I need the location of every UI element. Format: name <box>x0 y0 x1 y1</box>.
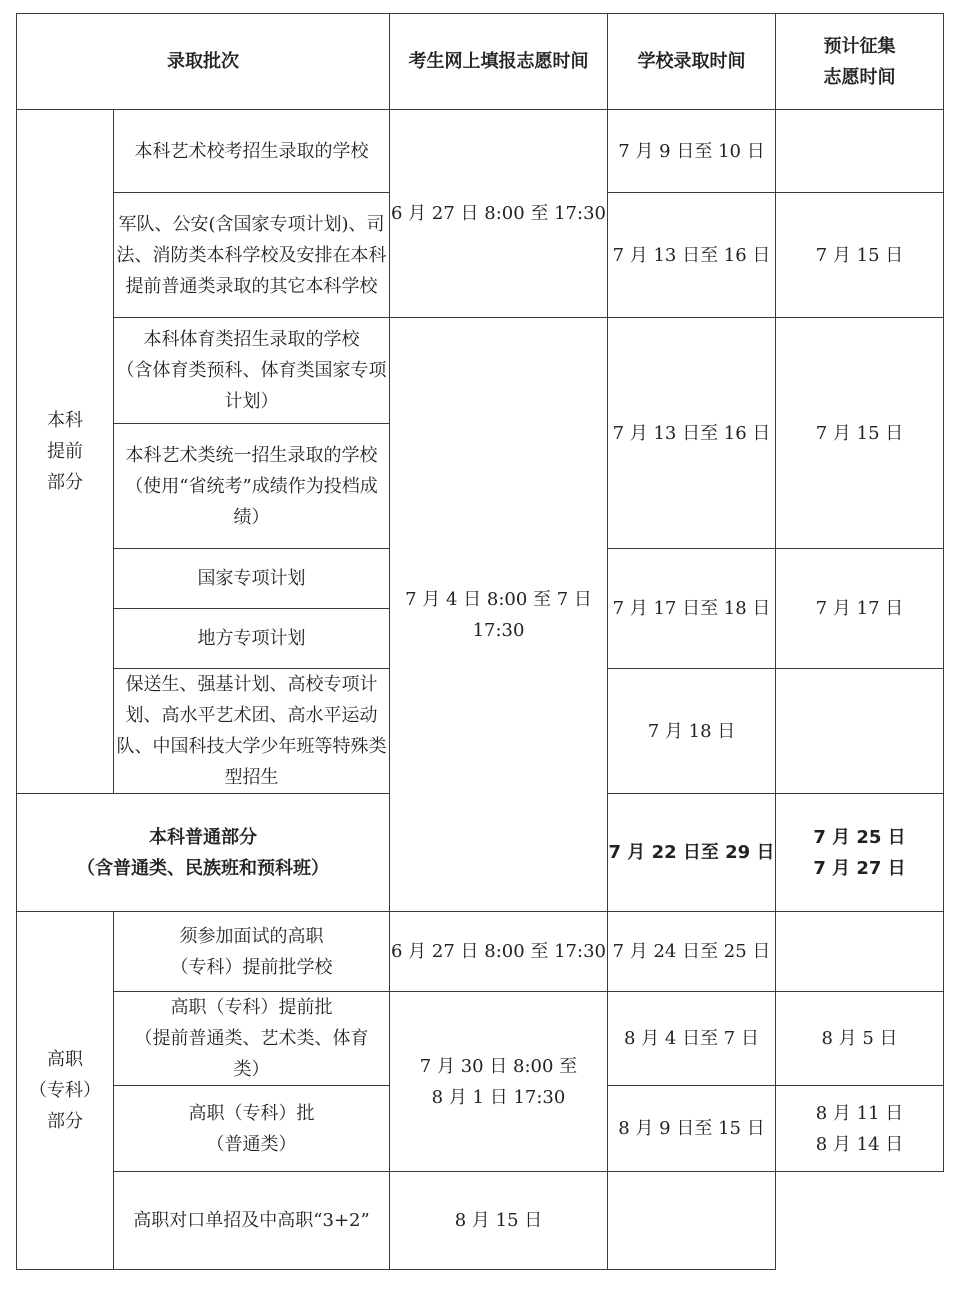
apply-time-cell: 6 月 27 日 8:00 至 17:30 <box>390 110 608 318</box>
collect-time-cell <box>776 110 944 193</box>
batch-name: 保送生、强基计划、高校专项计划、高水平艺术团、高水平运动队、中国科技大学少年班等特殊类型招生 <box>114 669 390 794</box>
admit-time-cell: 7 月 22 日至 29 日 <box>608 794 776 912</box>
batch-name: 本科艺术校考招生录取的学校 <box>114 110 390 193</box>
header-batch: 录取批次 <box>17 14 390 110</box>
batch-name: 地方专项计划 <box>114 609 390 669</box>
collect-time-cell <box>776 912 944 992</box>
collect-time-cell: 7 月 17 日 <box>776 549 944 669</box>
group-benke-tiqian: 本科 提前 部分 <box>17 110 114 794</box>
apply-time-cell: 7 月 30 日 8:00 至 8 月 1 日 17:30 <box>390 992 608 1172</box>
table-row <box>17 318 944 424</box>
batch-name: 高职（专科）提前批 （提前普通类、艺术类、体育类） <box>114 992 390 1086</box>
batch-name: 本科艺术类统一招生录取的学校 （使用“省统考”成绩作为投档成绩） <box>114 424 390 549</box>
apply-time-cell: 7 月 4 日 8:00 至 7 日 17:30 <box>390 318 608 912</box>
batch-name: 本科体育类招生录取的学校 （含体育类预科、体育类国家专项计划） <box>114 318 390 424</box>
admit-time-cell: 7 月 9 日至 10 日 <box>608 110 776 193</box>
collect-time-cell: 8 月 11 日 8 月 14 日 <box>776 1086 944 1172</box>
table-row <box>17 992 944 1086</box>
batch-name: 高职对口单招及中高职“3+2” <box>114 1172 390 1270</box>
admit-time-cell: 7 月 13 日至 16 日 <box>608 318 776 549</box>
header-apply-time: 考生网上填报志愿时间 <box>390 14 608 110</box>
batch-name: 国家专项计划 <box>114 549 390 609</box>
table-row <box>17 912 944 992</box>
admit-time-cell: 7 月 17 日至 18 日 <box>608 549 776 669</box>
admit-time-cell: 7 月 18 日 <box>608 669 776 794</box>
header-collect-time: 预计征集 志愿时间 <box>776 14 944 110</box>
header-admit-time: 学校录取时间 <box>608 14 776 110</box>
admit-time-cell: 8 月 4 日至 7 日 <box>608 992 776 1086</box>
admit-time-cell: 7 月 24 日至 25 日 <box>608 912 776 992</box>
table-row <box>17 110 944 193</box>
header-row <box>17 14 944 110</box>
collect-time-cell <box>608 1172 776 1270</box>
table-row <box>17 1172 944 1270</box>
collect-time-cell <box>776 669 944 794</box>
group-gaozhi: 高职 （专科） 部分 <box>17 912 114 1270</box>
admit-time-cell: 8 月 9 日至 15 日 <box>608 1086 776 1172</box>
collect-time-cell: 8 月 5 日 <box>776 992 944 1086</box>
admission-schedule-table <box>16 13 944 1270</box>
batch-name-benke-putong: 本科普通部分 （含普通类、民族班和预科班） <box>17 794 390 912</box>
admit-time-cell: 8 月 15 日 <box>390 1172 608 1270</box>
collect-time-cell: 7 月 25 日 7 月 27 日 <box>776 794 944 912</box>
apply-time-cell: 6 月 27 日 8:00 至 17:30 <box>390 912 608 992</box>
batch-name: 须参加面试的高职 （专科）提前批学校 <box>114 912 390 992</box>
admit-time-cell: 7 月 13 日至 16 日 <box>608 193 776 318</box>
batch-name: 高职（专科）批 （普通类） <box>114 1086 390 1172</box>
batch-name: 军队、公安(含国家专项计划)、司法、消防类本科学校及安排在本科提前普通类录取的其它本科学校 <box>114 193 390 318</box>
collect-time-cell: 7 月 15 日 <box>776 193 944 318</box>
collect-time-cell: 7 月 15 日 <box>776 318 944 549</box>
